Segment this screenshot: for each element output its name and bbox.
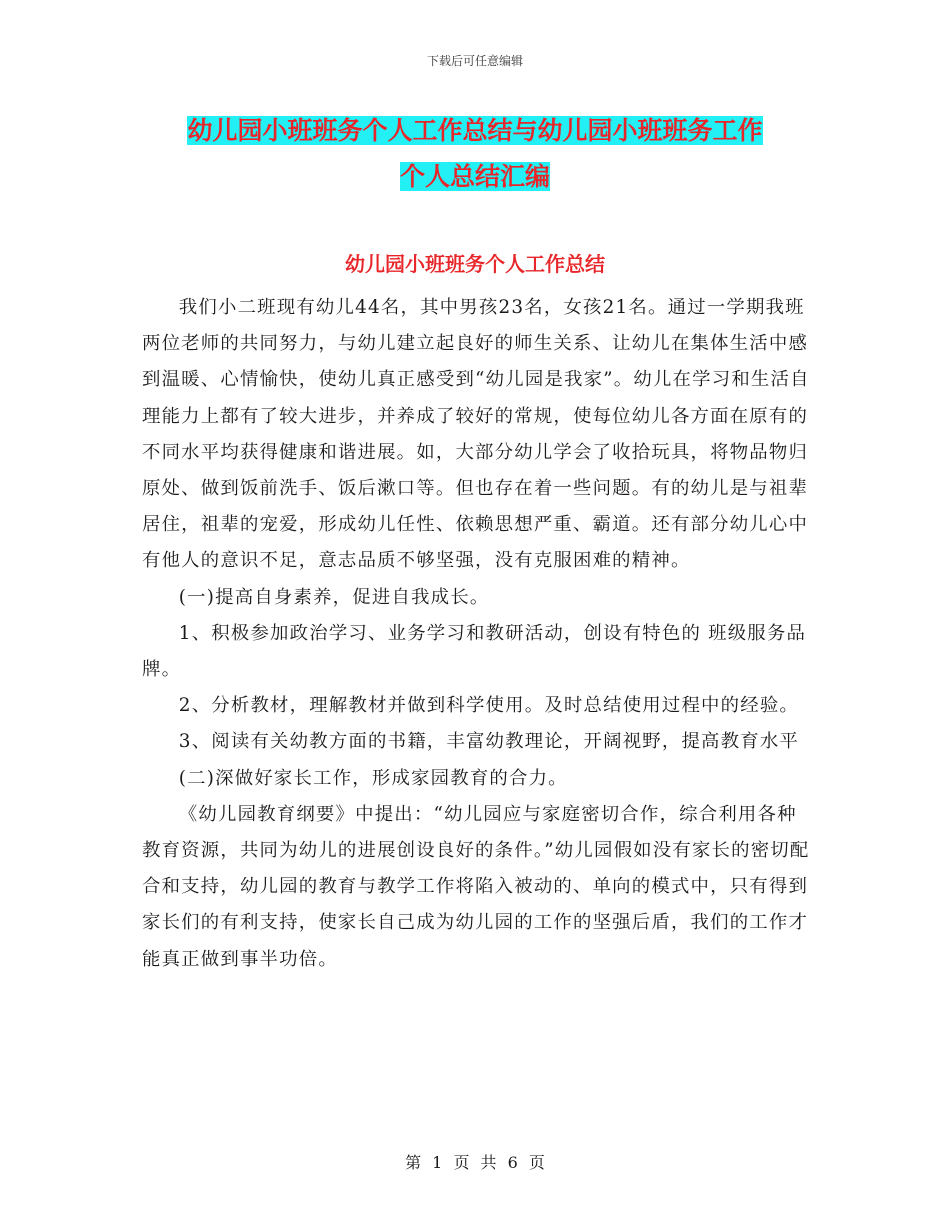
document-title	[140, 108, 810, 200]
paragraph-heading-2: (二)深做好家长工作，形成家园教育的合力。	[178, 767, 568, 789]
paragraph-item-2: 2、分析教材，理解教材并做到科学使用。及时总结使用过程中的经验。	[178, 695, 800, 717]
body-text	[142, 290, 812, 978]
paragraph-intro: 我们小二班现有幼儿44名，其中男孩23名，女孩21名。通过一学期我班两位老师的共同努力，与幼儿建立起良好的师生关系、让幼儿在集体生活中感到温暖、心情愉快，使幼儿真正感受到“幼儿园是我家”。幼儿在学习和生活自理能力上都有了较大进步，并养成了较好的常规，使每位幼儿各方面在原有的不同水平均获得健康和谐进展。如，大部分幼儿学会了收拾玩具，将物品物归原处、做到饭前洗手、饭后漱口等。但也存在着一些问题。有的幼儿是与祖辈居住，祖辈的宠爱，形成幼儿任性、依赖思想严重、霸道。还有部分幼儿心中有他人的意识不足，意志品质不够坚强，没有克服困难的精神。	[142, 297, 810, 572]
page-number: 第 1 页 共 6 页	[405, 1153, 545, 1172]
paragraph-item-1: 1、积极参加政治学习、业务学习和教研活动，创设有特色的 班级服务品牌。	[142, 622, 807, 681]
paragraph-heading-1: (一)提高自身素养，促进自我成长。	[178, 586, 490, 608]
section-title: 幼儿园小班班务个人工作总结	[345, 252, 605, 276]
header-note: 下载后可任意编辑	[426, 54, 523, 68]
document-title-line1: 幼儿园小班班务个人工作总结与幼儿园小班班务工作	[187, 116, 763, 145]
paragraph-guideline: 《幼儿园教育纲要》中提出：“幼儿园应与家庭密切合作，综合利用各种教育资源，共同为幼儿的进展创设良好的条件。”幼儿园假如没有家长的密切配合和支持，幼儿园的教育与教学工作将陷入被动的、单向的模式中，只有得到家长们的有利支持，使家长自己成为幼儿园的工作的坚强后盾，我们的工作才能真正做到事半功倍。	[142, 803, 810, 970]
document-title-line2: 个人总结汇编	[399, 162, 550, 191]
paragraph-item-3: 3、阅读有关幼教方面的书籍，丰富幼教理论，开阔视野，提高教育水平	[178, 731, 800, 753]
